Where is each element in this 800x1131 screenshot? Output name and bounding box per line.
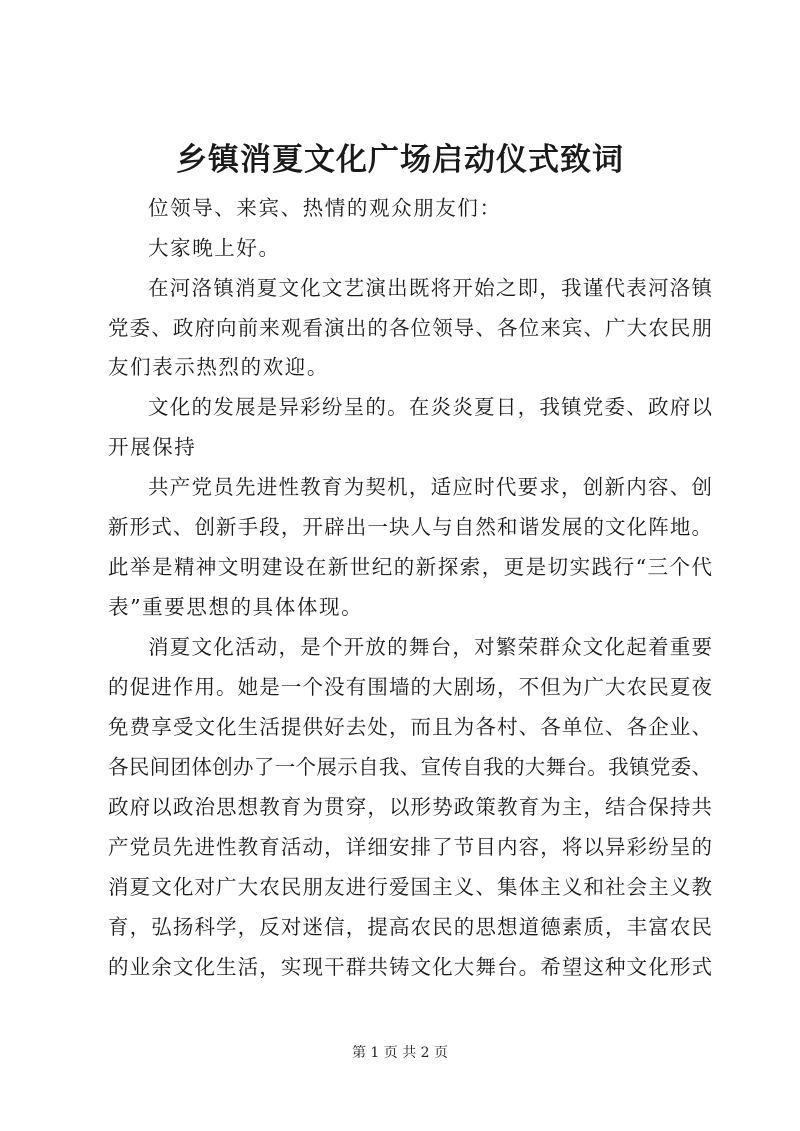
paragraph-line: 育，弘扬科学，反对迷信，提高农民的思想道德素质，丰富农民 [108, 915, 712, 939]
paragraph-line: 的促进作用。她是一个没有围墙的大剧场，不但为广大农民夏夜 [108, 675, 712, 699]
paragraph-line: 大家晚上好。 [148, 236, 281, 260]
paragraph-line: 此举是精神文明建设在新世纪的新探索，更是切实践行“三个代 [108, 555, 712, 579]
paragraph-line: 政府以政治思想教育为贯穿，以形势政策教育为主，结合保持共 [108, 795, 712, 819]
paragraph-line: 产党员先进性教育活动，详细安排了节目内容，将以异彩纷呈的 [108, 835, 712, 859]
paragraph-line: 党委、政府向前来观看演出的各位领导、各位来宾、广大农民朋 [108, 316, 712, 340]
paragraph-line: 免费享受文化生活提供好去处，而且为各村、各单位、各企业、 [108, 715, 712, 739]
paragraph-line: 新形式、创新手段，开辟出一块人与自然和谐发展的文化阵地。 [108, 515, 712, 539]
paragraph-line: 友们表示热烈的欢迎。 [108, 355, 329, 379]
paragraph-line: 的业余文化生活，实现干群共铸文化大舞台。希望这种文化形式 [108, 955, 712, 979]
paragraph-line: 消夏文化对广大农民朋友进行爱国主义、集体主义和社会主义教 [108, 875, 712, 899]
paragraph-line: 位领导、来宾、热情的观众朋友们： [148, 196, 502, 220]
paragraph-line: 文化的发展是异彩纷呈的。在炎炎夏日，我镇党委、政府以 [148, 395, 712, 419]
paragraph-line: 各民间团体创办了一个展示自我、宣传自我的大舞台。我镇党委、 [108, 755, 712, 779]
paragraph-line: 在河洛镇消夏文化文艺演出既将开始之即，我谨代表河洛镇 [148, 276, 712, 300]
paragraph-line: 消夏文化活动，是个开放的舞台，对繁荣群众文化起着重要 [148, 635, 712, 659]
page-footer: 第 1 页 共 2 页 [351, 1045, 449, 1061]
paragraph-line: 开展保持 [108, 435, 197, 459]
document-title: 乡镇消夏文化广场启动仪式致词 [176, 142, 624, 178]
paragraph-line: 共产党员先进性教育为契机，适应时代要求，创新内容、创 [148, 475, 712, 499]
paragraph-line: 表”重要思想的具体体现。 [108, 595, 364, 619]
